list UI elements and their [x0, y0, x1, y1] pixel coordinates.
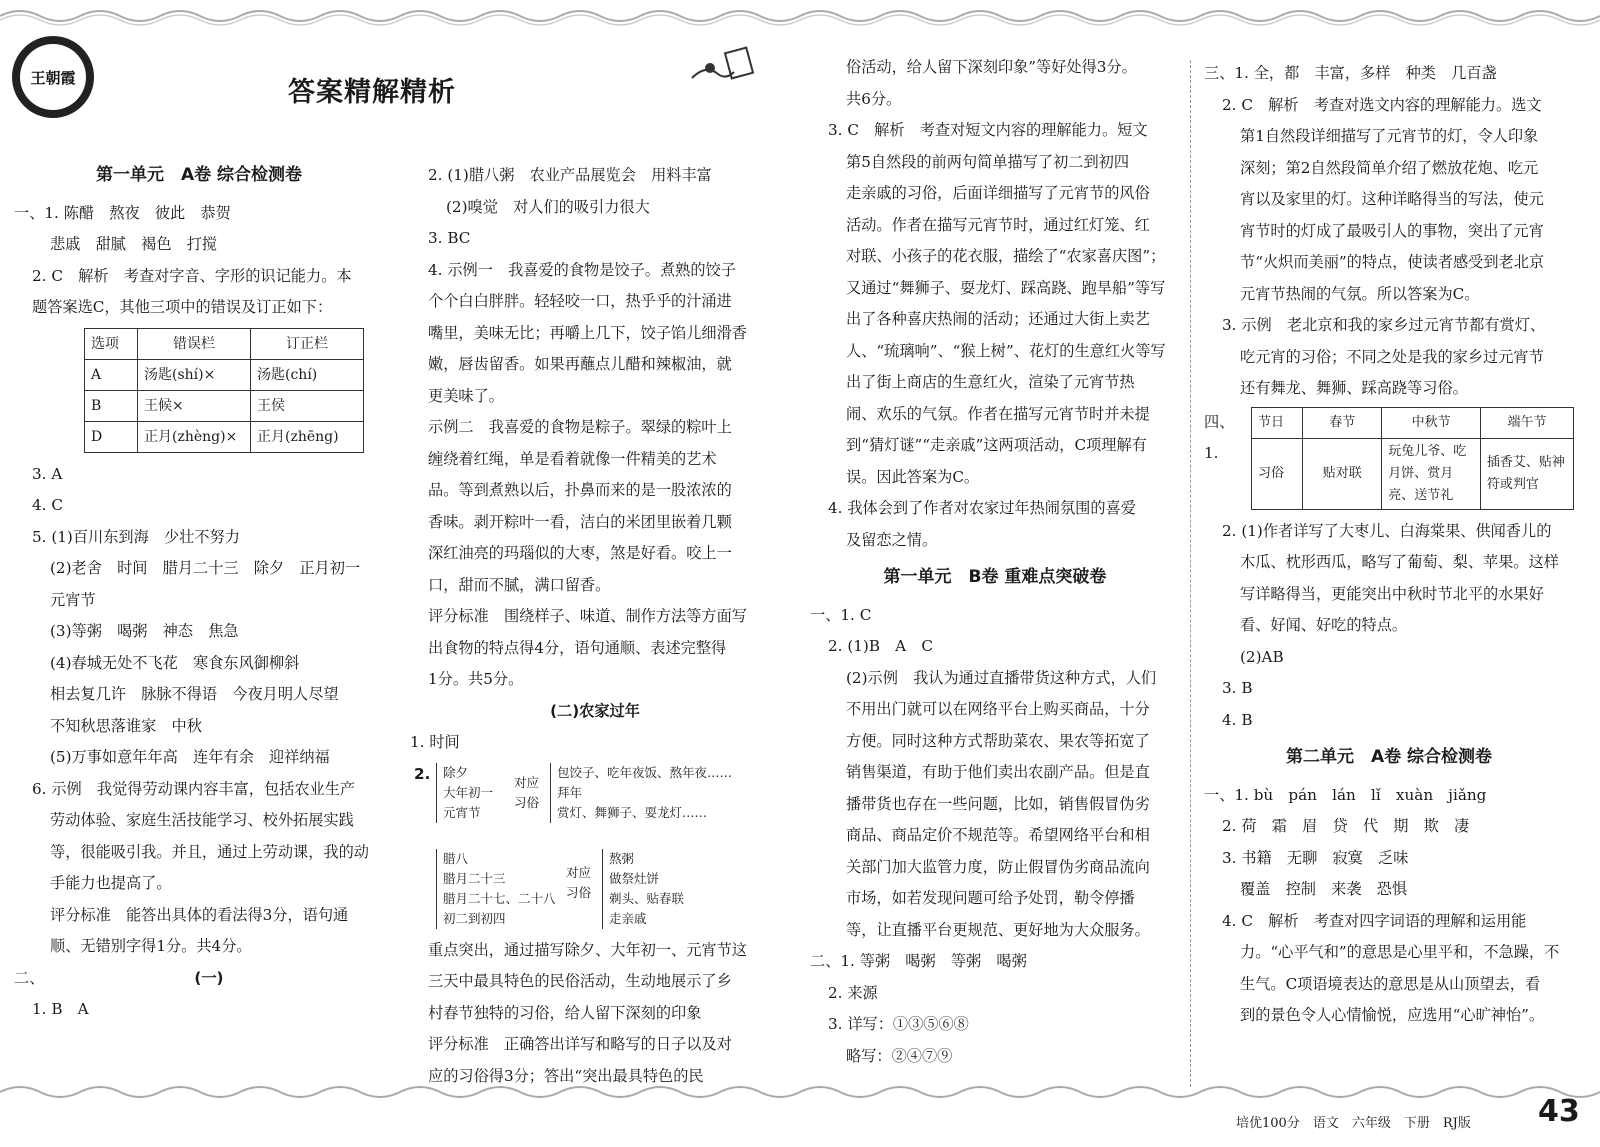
reading-doodle-icon: [688, 44, 758, 92]
answer-line: 方便。同时这种方式帮助菜农、果农等拓宽了: [846, 731, 1150, 750]
festival-day: 腊月二十七、二十八: [443, 890, 556, 906]
custom-item: 包饺子、吃年夜饭、熬年夜……: [557, 764, 733, 780]
answer-line: 人、“琉璃响”、“猴上树”、花灯的生意红火等写: [846, 341, 1166, 360]
answer-line: 6. 示例 我觉得劳动课内容丰富，包括农业生产: [32, 779, 356, 798]
table-cell: 插香艾、贴神符或判官: [1480, 438, 1573, 509]
answer-line: 4. 示例一 我喜爱的食物是饺子。煮熟的饺子: [428, 260, 736, 279]
answer-line: 二、1. 等粥 喝粥 等粥 喝粥: [810, 952, 1027, 970]
table-header-cell: 选项: [85, 328, 138, 359]
answer-line: 到的景色令人心情愉悦，应选用“心旷神怡”。: [1240, 1006, 1545, 1024]
answer-line: 缠绕着红绳，单是看着就像一件精美的艺术: [428, 449, 717, 468]
answer-line: 3. 示例 老北京和我的家乡过元宵节都有赏灯、: [1222, 316, 1546, 334]
answer-line: 应的习俗得3分；答出“突出最具特色的民: [428, 1066, 704, 1085]
answer-line: 一、1. 陈醋 熬夜 彼此 恭贺: [14, 203, 231, 222]
answer-line: 嘴里，美味无比；再嚼上几下，饺子馅儿细滑香: [428, 323, 747, 342]
mapping-label: 对应习俗: [514, 774, 540, 810]
page-title: 答案精解精析: [288, 77, 456, 108]
answer-line: 共6分。: [846, 89, 902, 108]
table-header-cell: 错误栏: [138, 328, 251, 359]
custom-item: 走亲戚: [609, 910, 647, 926]
page-number: 43: [1538, 1094, 1580, 1129]
festival-day: 腊八: [443, 850, 469, 866]
festival-day: 除夕: [443, 764, 469, 780]
answer-line: 2. 荷 霜 眉 贷 代 期 欺 凄: [1222, 817, 1470, 835]
column-4: [1204, 58, 1574, 1032]
section-title: 第一单元 A卷 综合检测卷: [95, 165, 303, 185]
answer-line: (2)AB: [1240, 647, 1284, 666]
table-cell: D: [85, 421, 138, 452]
festival-group-2: [436, 849, 556, 929]
answer-line: 三天中最具特色的民俗活动，生动地展示了乡: [428, 972, 732, 990]
table-cell: 正月(zhēng): [251, 421, 364, 452]
answer-line: (2)示例 我认为通过直播带货这种方式，人们: [846, 668, 1157, 687]
answer-line: 略写：②④⑦⑨: [846, 1046, 953, 1065]
top-wave-border: [0, 4, 1600, 28]
answer-line: 2. C 解析 考查对选文内容的理解能力。选文: [1222, 95, 1542, 114]
answer-line: 活动。作者在描写元宵节时，通过红灯笼、红: [846, 215, 1150, 234]
answer-line: 深红油亮的玛瑙似的大枣，煞是好看。咬上一: [428, 544, 732, 562]
answer-line: 还有舞龙、舞狮、踩高跷等习俗。: [1240, 379, 1468, 397]
answer-line: 生气。C项语境表达的意思是从山顶望去，看: [1240, 974, 1541, 993]
answer-line: 播带货也存在一些问题，比如，销售假冒伪劣: [846, 794, 1150, 813]
answer-line: 第1自然段详细描写了元宵节的灯，令人印象: [1240, 127, 1539, 145]
answer-line: 评分标准 能答出具体的看法得3分，语句通: [50, 905, 349, 924]
answer-line: 不知秋思落谁家 中秋: [50, 716, 202, 735]
answer-line: 又通过“舞狮子、耍龙灯、踩高跷、跑旱船”等写: [846, 278, 1166, 297]
answer-line: 5. (1)百川东到海 少壮不努力: [32, 527, 240, 546]
answer-line: (5)万事如意年年高 连年有余 迎祥纳福: [50, 748, 330, 766]
custom-item: 做祭灶饼: [609, 870, 660, 886]
subsection-title: (二)农家过年: [550, 701, 640, 720]
custom-group-1: [550, 763, 732, 823]
answer-line: 一、1. C: [810, 605, 872, 624]
table-cell: 正月(zhèng)×: [138, 421, 251, 452]
answer-line: 嫩，唇齿留香。如果再蘸点儿醋和辣椒油，就: [428, 355, 732, 373]
table-row: [85, 390, 364, 421]
subsection-label: (一): [194, 968, 224, 987]
answer-line: 对联、小孩子的花衣服，描绘了“农家喜庆图”；: [846, 247, 1166, 265]
answer-line: 覆盖 控制 来袭 恐惧: [1240, 880, 1408, 898]
answer-line: 元宵节热闹的气氛。所以答案为C。: [1240, 284, 1480, 303]
answer-line: 宵以及家里的灯。这种详略得当的写法，使元: [1240, 190, 1544, 208]
answer-line: 销售渠道，有助于他们卖出农副产品。但是直: [846, 763, 1150, 781]
answer-line: 误。因此答案为C。: [846, 467, 980, 486]
answer-line: 写详略得当，更能突出中秋时节北平的水果好: [1240, 584, 1544, 603]
festival-day: 腊月二十三: [443, 870, 506, 886]
answer-line: 3. 书籍 无聊 寂寞 乏味: [1222, 848, 1409, 867]
answer-line: 4. 我体会到了作者对农家过年热闹氛围的喜爱: [828, 499, 1136, 517]
table-row: [1252, 407, 1574, 438]
answer-line: 口，甜而不腻，满口留香。: [428, 575, 611, 594]
answer-line: (2)老舍 时间 腊月二十三 除夕 正月初一: [50, 559, 361, 577]
festival-table: [1251, 407, 1574, 510]
part-label: 二、: [14, 968, 45, 987]
answer-line: 宵节时的灯成了最吸引人的事物，突出了元宵: [1240, 221, 1544, 240]
custom-group-2: [602, 849, 684, 929]
table-row: [85, 421, 364, 452]
table-header-cell: 春节: [1303, 407, 1382, 438]
custom-item: 熬粥: [609, 850, 635, 866]
answer-line: 市场，如若发现问题可给予处罚，勒令停播: [846, 889, 1135, 907]
answer-line: 3. 详写：①③⑤⑥⑧: [828, 1015, 969, 1033]
answer-line: [14, 963, 384, 995]
answer-line: 闹、欢乐的气氛。作者在描写元宵节时并未提: [846, 404, 1150, 423]
table-cell: 王侯: [251, 390, 364, 421]
answer-line: 出了街上商店的生意红火，渲染了元宵节热: [846, 373, 1135, 391]
festival-day: 元宵节: [443, 804, 481, 820]
answer-line: (4)春城无处不飞花 寒食东风御柳斜: [50, 653, 300, 672]
answer-line: 评分标准 围绕样子、味道、制作方法等方面写: [428, 607, 747, 625]
answer-line: 俗活动，给人留下深刻印象”等好处得3分。: [846, 58, 1137, 76]
table-row: [85, 328, 364, 359]
answer-line: 个个白白胖胖。轻轻咬一口，热乎乎的汁涌进: [428, 292, 732, 310]
answer-line: 3. B: [1222, 679, 1253, 697]
answer-line: 2. 来源: [828, 983, 878, 1002]
table-cell: 王候×: [138, 390, 251, 421]
table-cell: 汤匙(chí): [251, 359, 364, 390]
table-cell: 贴对联: [1303, 438, 1382, 509]
answer-line: 节“火炽而美丽”的特点，使读者感受到老北京: [1240, 253, 1545, 271]
column-divider: [1190, 60, 1191, 1087]
answer-line: 深刻；第2自然段简单介绍了燃放花炮、吃元: [1240, 158, 1539, 177]
answer-line: 第5自然段的前两句简单描写了初二到初四: [846, 152, 1130, 171]
answer-line: 评分标准 正确答出详写和略写的日子以及对: [428, 1035, 732, 1053]
answer-line: 等，让直播平台更规范、更好地为大众服务。: [846, 920, 1150, 939]
column-2: [410, 160, 780, 1092]
answer-line: 更美味了。: [428, 386, 504, 405]
answer-line: 2. (1)B A C: [828, 637, 933, 655]
answer-line: 及留恋之情。: [846, 530, 938, 549]
answer-line: 4. B: [1222, 710, 1253, 729]
answer-line: 等，很能吸引我。并且，通过上劳动课，我的动: [50, 842, 369, 861]
answer-line: 1. B A: [32, 1000, 89, 1018]
section-title: 第一单元 B卷 重难点突破卷: [883, 567, 1107, 587]
answer-line: 力。“心平气和”的意思是心里平和，不急躁，不: [1240, 943, 1560, 961]
table-row: [85, 359, 364, 390]
section-title: 第二单元 A卷 综合检测卷: [1285, 747, 1493, 767]
table-header-cell: 端午节: [1480, 407, 1573, 438]
answer-line: 商品、商品定价不规范等。希望网络平台和相: [846, 826, 1150, 844]
answer-line: 出了各种喜庆热闹的活动；还通过大街上卖艺: [846, 310, 1150, 328]
table-header-cell: 中秋节: [1382, 407, 1481, 438]
footer-text: 培优100分 语文 六年级 下册 RJ版: [1236, 1116, 1471, 1131]
answer-line: 3. BC: [428, 229, 471, 247]
answer-line: 一、1. bù pán lán lǐ xuàn jiǎng: [1204, 785, 1487, 804]
custom-item: 拜年: [557, 784, 583, 800]
table-cell: B: [85, 390, 138, 421]
festival-table-block: [1204, 407, 1574, 510]
answer-line: 劳动体验、家庭生活技能学习、校外拓展实践: [50, 811, 354, 829]
answer-line: 4. C 解析 考查对四字词语的理解和运用能: [1222, 911, 1527, 930]
answer-line: 村春节独特的习俗，给人留下深刻的印象: [428, 1003, 702, 1022]
answer-line: 元宵节: [50, 590, 96, 609]
answer-line: 不用出门就可以在网络平台上购买商品，十分: [846, 700, 1150, 718]
answer-line: 吃元宵的习俗；不同之处是我的家乡过元宵节: [1240, 347, 1544, 366]
answer-line: 木瓜、枕形西瓜，略写了葡萄、梨、苹果。这样: [1240, 553, 1559, 571]
festival-day: 初二到初四: [443, 910, 506, 926]
logo-text: 王朝霞: [30, 68, 76, 87]
answer-line: 三、1. 全，都 丰富，多样 种类 几百盏: [1204, 64, 1497, 82]
mapping-label: 对应习俗: [566, 864, 592, 900]
question-number: 四、1.: [1204, 412, 1235, 462]
festival-day: 大年初一: [443, 784, 494, 800]
answer-line: 手能力也提高了。: [50, 874, 172, 892]
answer-line: 顺、无错别字得1分。共4分。: [50, 937, 252, 955]
bottom-wave-border: [0, 1080, 1600, 1104]
answer-line: 3. C 解析 考查对短文内容的理解能力。短文: [828, 121, 1148, 139]
custom-flow-diagram: [410, 759, 780, 935]
answer-line: (2)嗅觉 对人们的吸引力很大: [446, 197, 650, 216]
answer-line: 1分。共5分。: [428, 670, 524, 688]
table-header-cell: 订正栏: [251, 328, 364, 359]
answer-line: 2. (1)作者详写了大枣儿、白海棠果、供闻香儿的: [1222, 521, 1552, 540]
answer-line: 香味。剥开粽叶一看，洁白的米团里嵌着几颗: [428, 512, 732, 531]
table-row: [1252, 438, 1574, 509]
table-cell: 玩兔儿爷、吃月饼、赏月亮、送节礼: [1382, 438, 1481, 509]
answer-line: 3. A: [32, 464, 63, 483]
answer-line: 出食物的特点得4分，语句通顺、表述完整得: [428, 638, 727, 657]
answer-line: 2. (1)腊八粥 农业产品展览会 用料丰富: [428, 166, 712, 184]
table-cell: 汤匙(shí)×: [138, 359, 251, 390]
answer-line: 相去复几许 脉脉不得语 今夜月明人尽望: [50, 685, 339, 703]
column-3: [810, 52, 1180, 1072]
answer-line: 题答案选C，其他三项中的错误及订正如下：: [32, 298, 333, 316]
answer-line: 品。等到煮熟以后，扑鼻而来的是一股浓浓的: [428, 481, 732, 499]
answer-line: 1. 时间: [410, 733, 460, 751]
answer-line: 4. C: [32, 496, 63, 514]
correction-table: [84, 328, 364, 453]
answer-line: 悲戚 甜腻 褐色 打搅: [50, 235, 218, 253]
answer-line: 重点突出，通过描写除夕、大年初一、元宵节这: [428, 940, 747, 959]
logo-badge: [12, 36, 94, 118]
answer-line: 看、好闻、好吃的特点。: [1240, 616, 1408, 634]
answer-line: 关部门加大监管力度，防止假冒伪劣商品流向: [846, 857, 1150, 876]
custom-item: 剃头、贴春联: [609, 890, 685, 906]
answer-line: 到“猜灯谜”“走亲戚”这两项活动，C项理解有: [846, 436, 1147, 454]
answer-line: 走亲戚的习俗，后面详细描写了元宵节的风俗: [846, 184, 1150, 202]
table-header-cell: 节日: [1252, 407, 1303, 438]
answer-line: 2. C 解析 考查对字音、字形的识记能力。本: [32, 266, 352, 285]
column-1: [14, 154, 384, 1026]
table-cell: 习俗: [1252, 438, 1303, 509]
festival-group-1: [436, 763, 493, 823]
custom-item: 赏灯、舞狮子、耍龙灯……: [557, 804, 708, 820]
answer-line: (3)等粥 喝粥 神态 焦急: [50, 622, 239, 640]
question-number: 2.: [414, 764, 431, 783]
table-cell: A: [85, 359, 138, 390]
answer-line: 示例二 我喜爱的食物是粽子。翠绿的粽叶上: [428, 418, 732, 436]
